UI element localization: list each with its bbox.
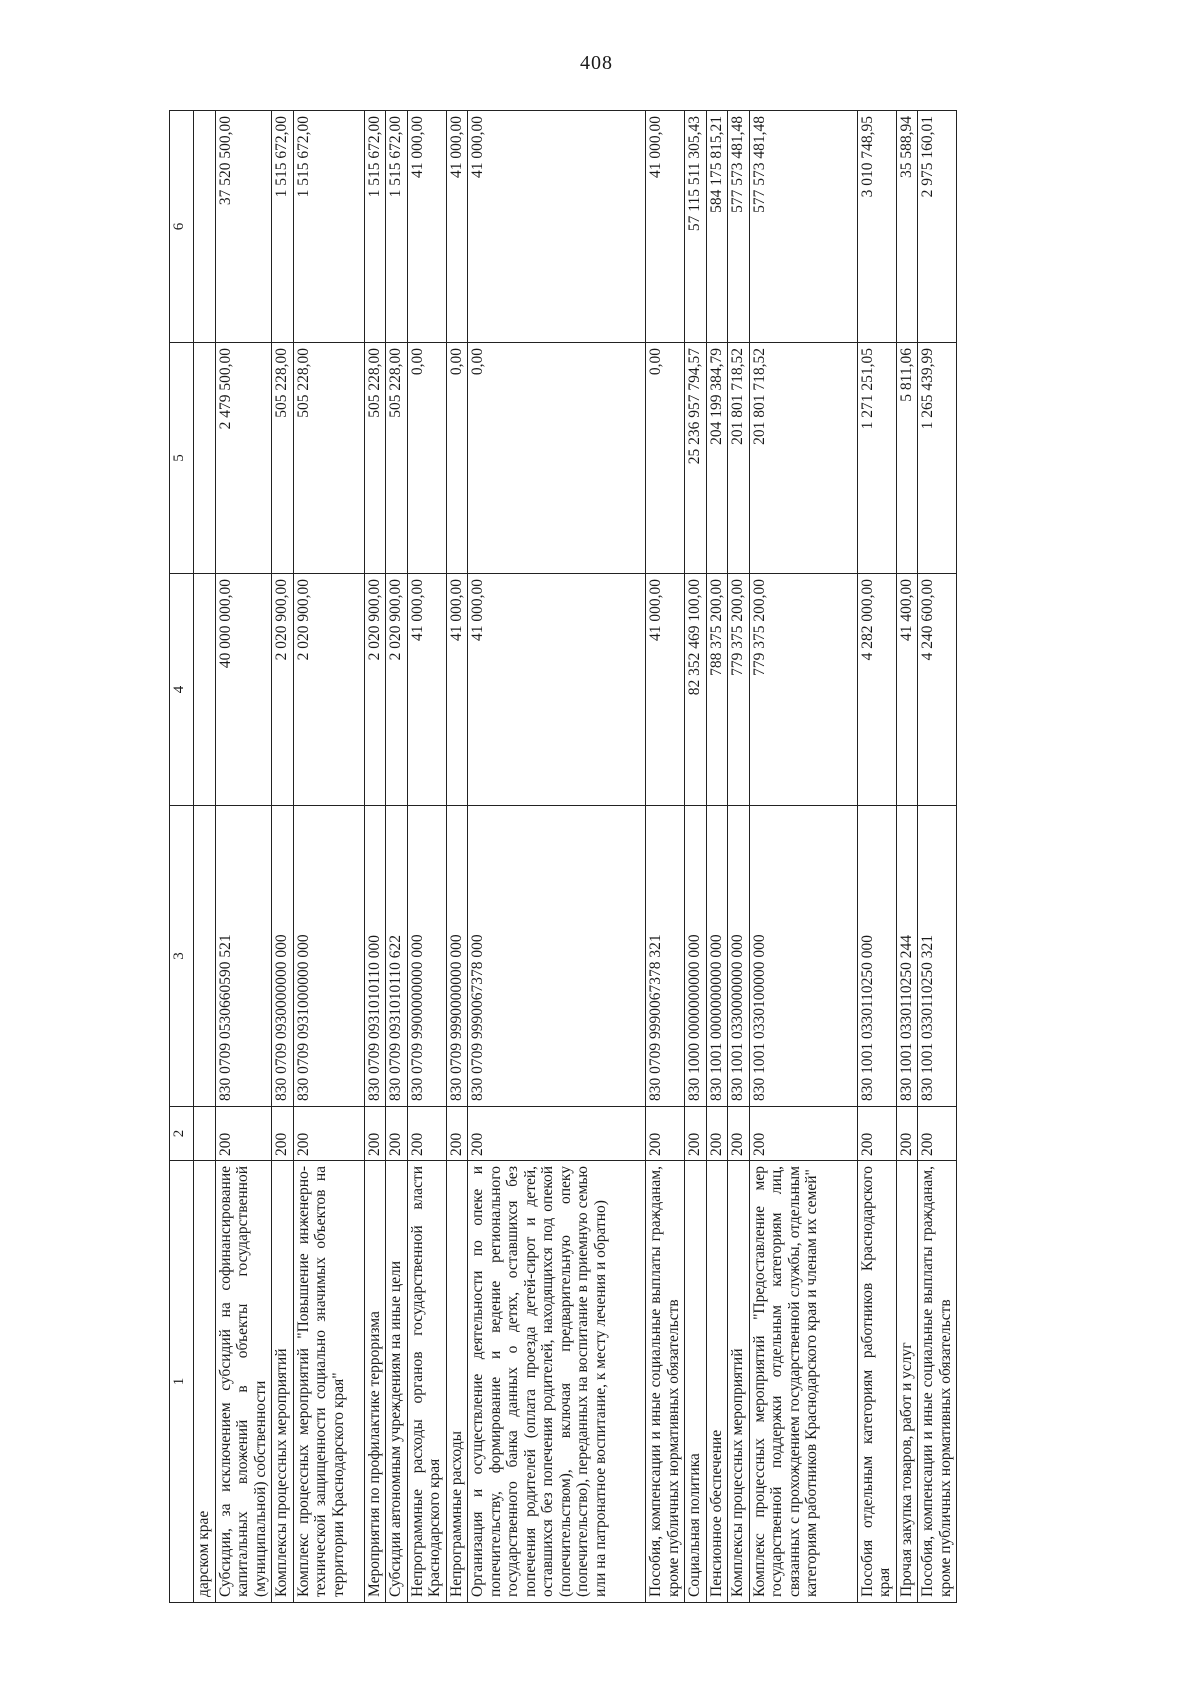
row-col2-cell: 200	[364, 1107, 386, 1161]
row-amount-plan-cell: 40 000 000,00	[215, 574, 272, 806]
row-amount-remaining-cell: 1 515 672,00	[293, 111, 364, 343]
row-amount-executed-cell: 5 811,06	[896, 343, 918, 574]
row-amount-executed-cell: 1 271 251,05	[857, 343, 896, 574]
table-row	[215, 111, 272, 1603]
row-code-cell: 830 0709 9990067378 000	[468, 806, 646, 1107]
row-amount-remaining-cell: 584 175 815,21	[706, 111, 728, 343]
row-name-cell: Комплекс процессных мероприятий "Повышение инженерно-технической защищенности социально значимых объектов на территории Краснодарского края"	[293, 1161, 364, 1603]
row-code-cell: 830 1001 0330110250 321	[918, 806, 957, 1107]
row-code-cell: 830 1001 0000000000 000	[706, 806, 728, 1107]
row-amount-plan-cell: 4 240 600,00	[918, 574, 957, 806]
row-name-cell: Субсидии автономным учреждениям на иные цели	[386, 1161, 408, 1603]
table-row	[194, 111, 216, 1603]
table-row	[728, 111, 750, 1603]
row-amount-remaining-cell: 41 000,00	[446, 111, 468, 343]
row-amount-remaining-cell	[194, 111, 216, 343]
column-number-row	[170, 111, 194, 1603]
row-name-cell: Комплексы процессных мероприятий	[272, 1161, 294, 1603]
table-row	[918, 111, 957, 1603]
table-row	[407, 111, 446, 1603]
row-amount-executed-cell: 0,00	[446, 343, 468, 574]
column-header: 2	[170, 1107, 194, 1161]
row-col2-cell: 200	[896, 1107, 918, 1161]
row-col2-cell: 200	[215, 1107, 272, 1161]
row-col2-cell: 200	[728, 1107, 750, 1161]
row-amount-executed-cell: 2 479 500,00	[215, 343, 272, 574]
row-amount-plan-cell: 41 000,00	[446, 574, 468, 806]
row-code-cell: 830 0709 0930000000 000	[272, 806, 294, 1107]
row-col2-cell: 200	[706, 1107, 728, 1161]
row-amount-remaining-cell: 41 000,00	[468, 111, 646, 343]
row-code-cell: 830 1000 0000000000 000	[685, 806, 707, 1107]
row-amount-executed-cell: 0,00	[646, 343, 685, 574]
row-amount-remaining-cell: 37 520 500,00	[215, 111, 272, 343]
row-amount-executed-cell: 1 265 439,99	[918, 343, 957, 574]
row-name-cell: Прочая закупка товаров, работ и услуг	[896, 1161, 918, 1603]
row-code-cell: 830 0709 9900000000 000	[407, 806, 446, 1107]
row-code-cell: 830 1001 0330110250 000	[857, 806, 896, 1107]
row-col2-cell: 200	[918, 1107, 957, 1161]
row-amount-executed-cell: 505 228,00	[272, 343, 294, 574]
row-code-cell: 830 1001 0330100000 000	[749, 806, 857, 1107]
row-col2-cell: 200	[386, 1107, 408, 1161]
row-amount-plan-cell: 2 020 900,00	[272, 574, 294, 806]
row-code-cell: 830 1001 0330110250 244	[896, 806, 918, 1107]
row-amount-plan-cell: 779 375 200,00	[749, 574, 857, 806]
row-col2-cell: 200	[407, 1107, 446, 1161]
row-code-cell: 830 0709 0931010110 622	[386, 806, 408, 1107]
row-name-cell: Непрограммные расходы	[446, 1161, 468, 1603]
row-name-cell: Субсидии, за исключением субсидий на софинансирование капитальных вложений в объекты государственной (муниципальной) собственности	[215, 1161, 272, 1603]
row-code-cell: 830 0709 0530660590 521	[215, 806, 272, 1107]
row-amount-remaining-cell: 41 000,00	[407, 111, 446, 343]
table-row	[685, 111, 707, 1603]
table-row	[896, 111, 918, 1603]
row-name-cell: Непрограммные расходы органов государственной власти Краснодарского края	[407, 1161, 446, 1603]
row-amount-remaining-cell: 1 515 672,00	[386, 111, 408, 343]
row-amount-remaining-cell: 35 588,94	[896, 111, 918, 343]
row-amount-plan-cell: 4 282 000,00	[857, 574, 896, 806]
column-header: 5	[170, 343, 194, 574]
row-amount-executed-cell: 25 236 957 794,57	[685, 343, 707, 574]
row-amount-executed-cell: 505 228,00	[364, 343, 386, 574]
table-row	[749, 111, 857, 1603]
row-name-cell: Социальная политика	[685, 1161, 707, 1603]
row-amount-remaining-cell: 3 010 748,95	[857, 111, 896, 343]
row-amount-plan-cell: 41 000,00	[407, 574, 446, 806]
row-name-cell: Пособия, компенсации и иные социальные выплаты гражданам, кроме публичных нормативных обязательств	[646, 1161, 685, 1603]
row-amount-remaining-cell: 577 573 481,48	[749, 111, 857, 343]
row-amount-plan-cell: 779 375 200,00	[728, 574, 750, 806]
row-amount-executed-cell: 0,00	[468, 343, 646, 574]
row-amount-remaining-cell: 57 115 511 305,43	[685, 111, 707, 343]
row-name-cell: Организация и осуществление деятельности по опеке и попечительству, формирование и ведение регионального государственного банка данных о детях, оставшихся без попечения родителей (оплата проезда детей-сирот и детей, оставшихся без попечения родителей, находящихся под опекой (попечительством), включая предварительную опеку (попечительство), переданных на воспитание в приемную семью или на патронатное воспитание, к месту лечения и обратно)	[468, 1161, 646, 1603]
row-col2-cell: 200	[468, 1107, 646, 1161]
row-col2-cell: 200	[646, 1107, 685, 1161]
row-amount-plan-cell: 41 000,00	[468, 574, 646, 806]
rotated-table-container	[169, 111, 954, 1603]
table-row	[646, 111, 685, 1603]
budget-table	[169, 110, 957, 1603]
row-col2-cell	[194, 1107, 216, 1161]
row-amount-executed-cell	[194, 343, 216, 574]
table-row	[386, 111, 408, 1603]
row-col2-cell: 200	[272, 1107, 294, 1161]
row-name-cell: Пенсионное обеспечение	[706, 1161, 728, 1603]
row-col2-cell: 200	[685, 1107, 707, 1161]
row-col2-cell: 200	[293, 1107, 364, 1161]
column-header: 3	[170, 806, 194, 1107]
row-amount-plan-cell: 2 020 900,00	[364, 574, 386, 806]
table-row	[272, 111, 294, 1603]
row-amount-executed-cell: 204 199 384,79	[706, 343, 728, 574]
row-code-cell: 830 0709 0931010110 000	[364, 806, 386, 1107]
row-name-cell: Пособия, компенсации и иные социальные выплаты гражданам, кроме публичных нормативных обязательств	[918, 1161, 957, 1603]
row-code-cell: 830 0709 9990000000 000	[446, 806, 468, 1107]
row-name-cell: Комплексы процессных мероприятий	[728, 1161, 750, 1603]
row-amount-executed-cell: 201 801 718,52	[749, 343, 857, 574]
column-header: 6	[170, 111, 194, 343]
row-name-cell: Комплекс процессных мероприятий "Предоставление мер государственной поддержки отдельным категориям лиц, связанных с прохождением государственной службы, отдельным категориям работников Краснодарского края и членам их семей"	[749, 1161, 857, 1603]
page-number: 408	[580, 52, 613, 74]
row-code-cell: 830 0709 9990067378 321	[646, 806, 685, 1107]
row-col2-cell: 200	[857, 1107, 896, 1161]
row-amount-remaining-cell: 41 000,00	[646, 111, 685, 343]
table-row	[706, 111, 728, 1603]
column-header: 4	[170, 574, 194, 806]
row-name-cell: Пособия отдельным категориям работников Краснодарского края	[857, 1161, 896, 1603]
row-amount-plan-cell: 788 375 200,00	[706, 574, 728, 806]
row-col2-cell: 200	[749, 1107, 857, 1161]
row-code-cell	[194, 806, 216, 1107]
row-amount-plan-cell: 2 020 900,00	[386, 574, 408, 806]
row-amount-plan-cell: 41 000,00	[646, 574, 685, 806]
row-amount-executed-cell: 505 228,00	[293, 343, 364, 574]
row-amount-remaining-cell: 1 515 672,00	[364, 111, 386, 343]
row-amount-plan-cell: 82 352 469 100,00	[685, 574, 707, 806]
row-amount-remaining-cell: 1 515 672,00	[272, 111, 294, 343]
table-row	[857, 111, 896, 1603]
row-name-cell: Мероприятия по профилактике терроризма	[364, 1161, 386, 1603]
row-amount-remaining-cell: 2 975 160,01	[918, 111, 957, 343]
table-row	[364, 111, 386, 1603]
row-amount-executed-cell: 0,00	[407, 343, 446, 574]
row-col2-cell: 200	[446, 1107, 468, 1161]
row-amount-remaining-cell: 577 573 481,48	[728, 111, 750, 343]
row-amount-plan-cell	[194, 574, 216, 806]
row-amount-plan-cell: 2 020 900,00	[293, 574, 364, 806]
table-row	[468, 111, 646, 1603]
row-code-cell: 830 1001 0330000000 000	[728, 806, 750, 1107]
table-row	[446, 111, 468, 1603]
row-amount-executed-cell: 201 801 718,52	[728, 343, 750, 574]
row-amount-executed-cell: 505 228,00	[386, 343, 408, 574]
row-name-cell: дарском крае	[194, 1161, 216, 1603]
column-header: 1	[170, 1161, 194, 1603]
table-row	[293, 111, 364, 1603]
row-amount-plan-cell: 41 400,00	[896, 574, 918, 806]
row-code-cell: 830 0709 0931000000 000	[293, 806, 364, 1107]
